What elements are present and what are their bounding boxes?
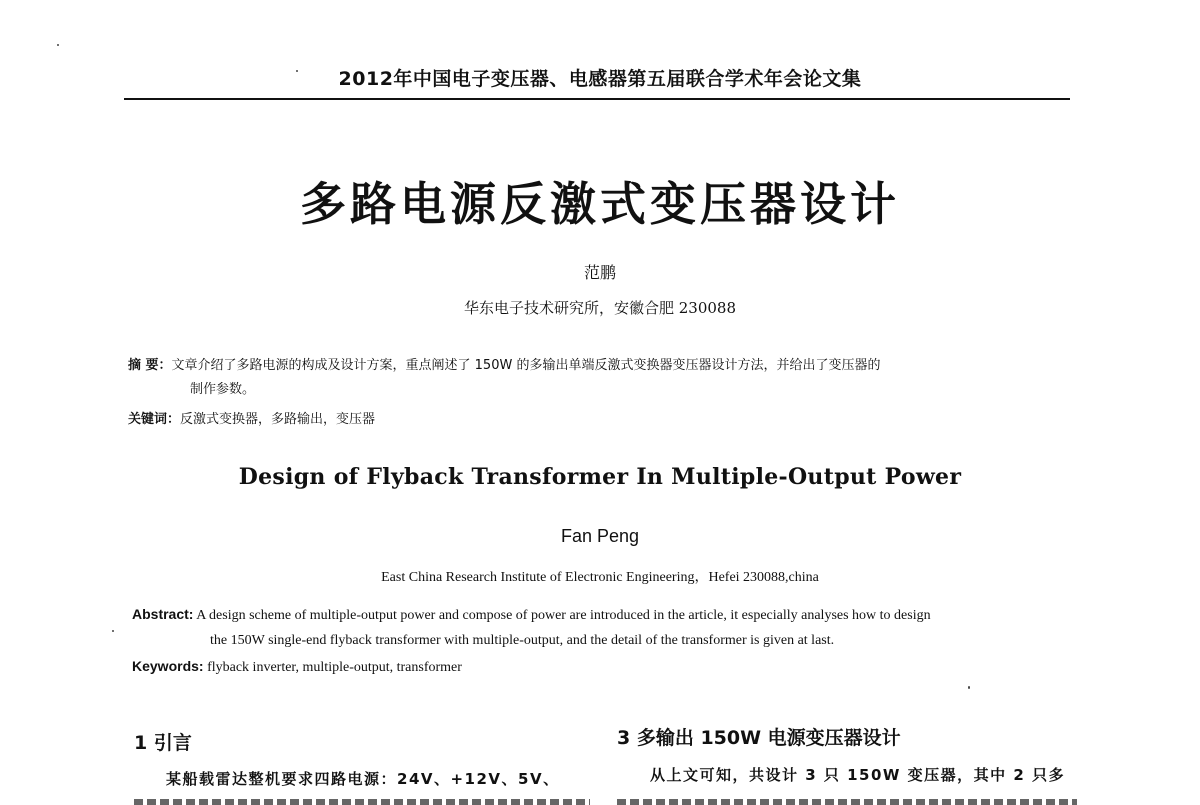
abstract-chinese-label: 摘 要： — [128, 358, 172, 373]
section-1-heading: 1 引言 — [134, 732, 192, 754]
keywords-english — [132, 658, 1082, 676]
keywords-english-text: flyback inverter, multiple-output, transformer — [207, 660, 462, 675]
keywords-chinese — [128, 408, 1078, 427]
keywords-chinese-label: 关键词： — [128, 412, 181, 427]
abstract-chinese-text-1: 文章介绍了多路电源的构成及设计方案，重点阐述了 150W 的多输出单端反激式变换器变压器设计方法，并给出了变压器的 — [171, 358, 881, 373]
abstract-english — [132, 602, 1082, 653]
author-english: Fan Peng — [560, 526, 640, 546]
section-3-cut-line — [617, 799, 1077, 805]
scan-speck — [112, 630, 114, 632]
abstract-english-text-1: A design scheme of multiple-output power and compose of power are introduced in the article, it especially analyses how to design — [196, 608, 931, 623]
abstract-chinese-text-2: 制作参数。 — [190, 382, 256, 397]
section-3-heading: 3 多输出 150W 电源变压器设计 — [617, 727, 901, 749]
proceedings-header: 2012年中国电子变压器、电感器第五届联合学术年会论文集 — [338, 68, 862, 90]
header-rule — [124, 98, 1070, 100]
abstract-english-text-2: the 150W single-end flyback transformer with multiple-output, and the detail of the transformer is given at last. — [210, 633, 835, 648]
paper-title-chinese: 多路电源反激式变压器设计 — [300, 177, 900, 231]
section-1-cut-line — [134, 799, 590, 805]
scan-speck — [57, 44, 59, 46]
paper-title-english: Design of Flyback Transformer In Multiple-Output Power — [238, 464, 962, 490]
affiliation-chinese: 华东电子技术研究所，安徽合肥 230088 — [463, 299, 737, 317]
section-3-paragraph: 从上文可知，共设计 3 只 150W 变压器，其中 2 只多 — [650, 766, 1066, 784]
keywords-english-label: Keywords: — [132, 658, 204, 674]
affiliation-english: East China Research Institute of Electronic Engineering，Hefei 230088,china — [381, 570, 819, 585]
abstract-chinese — [128, 354, 1078, 402]
scan-speck — [296, 70, 298, 72]
abstract-english-line-1 — [132, 602, 1082, 628]
keywords-chinese-text: 反激式变换器，多路输出，变压器 — [180, 412, 376, 427]
abstract-english-label: Abstract: — [132, 606, 194, 622]
section-1-paragraph: 某船载雷达整机要求四路电源：24V、+12V、5V、 — [166, 770, 560, 788]
abstract-chinese-line-1 — [128, 354, 1078, 378]
author-chinese: 范鹏 — [583, 263, 616, 282]
scan-speck — [968, 686, 970, 689]
